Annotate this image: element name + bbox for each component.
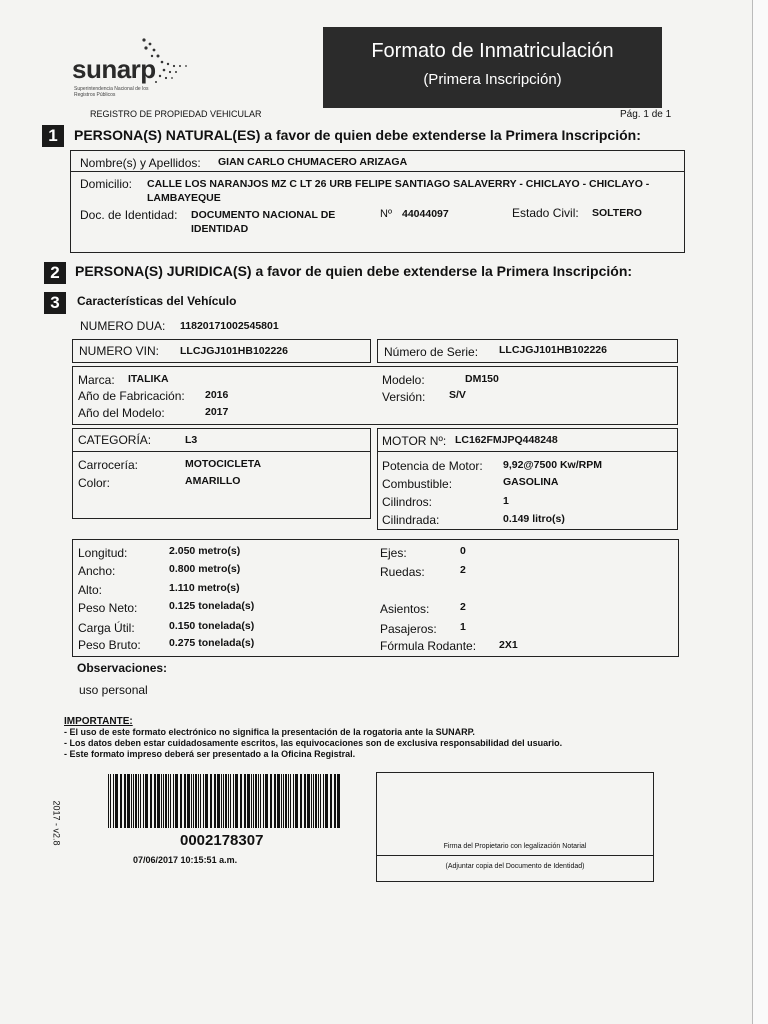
- civil-status-label: Estado Civil:: [512, 206, 579, 220]
- passengers-label: Pasajeros:: [380, 622, 437, 636]
- barcode-bar: [283, 774, 284, 828]
- body-type-label: Carrocería:: [78, 458, 139, 472]
- barcode-bar: [270, 774, 272, 828]
- barcode-bar: [255, 774, 257, 828]
- barcode-bar: [108, 774, 109, 828]
- section-3-number: 3: [44, 292, 66, 314]
- barcode-bar: [143, 774, 144, 828]
- barcode-bar: [225, 774, 227, 828]
- displacement-value: 0.149 litro(s): [503, 513, 565, 525]
- civil-status-value: SOLTERO: [592, 207, 642, 219]
- title-banner: [323, 27, 662, 108]
- barcode-bar: [161, 774, 162, 828]
- barcode-bar: [184, 774, 186, 828]
- barcode-bar: [170, 774, 171, 828]
- barcode-bar: [124, 774, 126, 828]
- axles-value: 0: [460, 545, 466, 557]
- barcode-bar: [253, 774, 254, 828]
- category-value: L3: [185, 434, 198, 446]
- barcode-bar: [120, 774, 122, 828]
- document-subtitle: (Primera Inscripción): [423, 71, 562, 88]
- observations-label: Observaciones:: [77, 661, 168, 675]
- id-number-label: Nº: [380, 208, 392, 220]
- height-value: 1.110 metro(s): [169, 582, 240, 594]
- barcode-bar: [295, 774, 298, 828]
- vin-value: LLCJGJ101HB102226: [180, 345, 288, 357]
- barcode-bar: [127, 774, 130, 828]
- serial-label: Número de Serie:: [384, 345, 479, 359]
- barcode-bar: [244, 774, 246, 828]
- barcode-bar: [217, 774, 220, 828]
- barcode-bar: [274, 774, 276, 828]
- brand-model-box: [72, 366, 678, 425]
- vin-box: [72, 339, 371, 363]
- barcode-bar: [304, 774, 306, 828]
- barcode-bar: [265, 774, 268, 828]
- barcode-bar: [307, 774, 310, 828]
- model-value: DM150: [465, 373, 499, 385]
- seats-value: 2: [460, 601, 466, 613]
- important-notice: [64, 716, 562, 760]
- barcode-bar: [165, 774, 167, 828]
- serial-box: [377, 339, 678, 363]
- fuel-value: GASOLINA: [503, 476, 559, 488]
- barcode-bar: [173, 774, 174, 828]
- barcode-bar: [221, 774, 222, 828]
- important-line-1: - El uso de este formato electrónico no significa la presentación de la rogatoria ante la SUNARP.: [64, 727, 475, 737]
- barcode-bar: [138, 774, 139, 828]
- barcode-bar: [133, 774, 134, 828]
- engine-power-value: 9,92@7500 Kw/RPM: [503, 459, 602, 471]
- barcode-bar: [240, 774, 242, 828]
- barcode-number: 0002178307: [180, 832, 264, 849]
- net-weight-label: Peso Neto:: [78, 601, 138, 615]
- barcode-bar: [318, 774, 319, 828]
- payload-label: Carga Útil:: [78, 621, 135, 635]
- fuel-label: Combustible:: [382, 477, 453, 491]
- motor-label: MOTOR Nº:: [382, 434, 447, 448]
- barcode-bar: [145, 774, 148, 828]
- divider: [73, 451, 370, 452]
- id-doc-value: DOCUMENTO NACIONAL DE IDENTIDAD: [191, 209, 336, 235]
- next-page-edge: [752, 0, 768, 1024]
- signature-divider: [377, 855, 653, 856]
- page-number: Pág. 1 de 1: [620, 109, 672, 120]
- address-value: CALLE LOS NARANJOS MZ C LT 26 URB FELIPE SANTIAGO SALAVERRY - CHICLAYO - CHICLAYO - LAMBAYEQUE: [147, 178, 650, 204]
- barcode-bar: [205, 774, 208, 828]
- section-3-title: Características del Vehículo: [77, 294, 237, 308]
- address-label: Domicilio:: [80, 177, 133, 191]
- category-label: CATEGORÍA:: [78, 433, 152, 447]
- barcode-bar: [210, 774, 212, 828]
- form-version: 2017 - v2.8: [51, 800, 62, 846]
- barcode-bar: [198, 774, 199, 828]
- engine-power-label: Potencia de Motor:: [382, 459, 483, 473]
- payload-value: 0.150 tonelada(s): [169, 620, 255, 632]
- barcode-bar: [235, 774, 238, 828]
- barcode-bar: [311, 774, 312, 828]
- divider: [378, 451, 677, 452]
- barcode-bar: [300, 774, 302, 828]
- barcode-bar: [334, 774, 336, 828]
- body-type-value: MOTOCICLETA: [185, 458, 262, 470]
- barcode-bar: [193, 774, 194, 828]
- barcode-bar: [154, 774, 156, 828]
- barcode-bar: [228, 774, 229, 828]
- barcode-bar: [290, 774, 291, 828]
- barcode-bar: [315, 774, 317, 828]
- color-label: Color:: [78, 476, 111, 490]
- gross-weight-label: Peso Bruto:: [78, 638, 141, 652]
- section-2-title: PERSONA(S) JURIDICA(S) a favor de quien debe extenderse la Primera Inscripción:: [75, 263, 633, 279]
- seats-label: Asientos:: [380, 602, 430, 616]
- net-weight-value: 0.125 tonelada(s): [169, 600, 255, 612]
- wheel-formula-value: 2X1: [499, 639, 518, 651]
- barcode-bar: [191, 774, 192, 828]
- barcode-bar: [140, 774, 141, 828]
- important-title: IMPORTANTE:: [64, 716, 133, 727]
- barcode-bar: [175, 774, 178, 828]
- version-value: S/V: [449, 389, 466, 401]
- barcode: [108, 774, 342, 828]
- barcode-bar: [247, 774, 250, 828]
- name-value: GIAN CARLO CHUMACERO ARIZAGA: [218, 156, 408, 168]
- cylinders-value: 1: [503, 495, 509, 507]
- barcode-bar: [263, 774, 264, 828]
- signature-box: [376, 772, 654, 882]
- barcode-bar: [113, 774, 114, 828]
- color-value: AMARILLO: [185, 475, 241, 487]
- barcode-bar: [115, 774, 118, 828]
- barcode-bar: [150, 774, 152, 828]
- important-line-3: - Este formato impreso deberá ser presentado a la Oficina Registral.: [64, 749, 356, 759]
- width-label: Ancho:: [78, 564, 116, 578]
- barcode-bar: [288, 774, 289, 828]
- barcode-bar: [337, 774, 340, 828]
- vin-label: NUMERO VIN:: [79, 344, 160, 358]
- barcode-bar: [251, 774, 252, 828]
- id-number-value: 44044097: [402, 208, 449, 220]
- displacement-label: Cilindrada:: [382, 513, 440, 527]
- barcode-bar: [131, 774, 132, 828]
- dua-label: NUMERO DUA:: [80, 319, 166, 333]
- important-line-2: - Los datos deben estar cuidadosamente escritos, las equivocaciones son de exclusiva responsabilidad del usuario.: [64, 738, 563, 748]
- natural-person-box: [70, 150, 685, 253]
- barcode-bar: [258, 774, 259, 828]
- cylinders-label: Cilindros:: [382, 495, 433, 509]
- width-value: 0.800 metro(s): [169, 563, 241, 575]
- brand-label: Marca:: [78, 373, 115, 387]
- barcode-bar: [313, 774, 314, 828]
- barcode-bar: [230, 774, 231, 828]
- length-value: 2.050 metro(s): [169, 545, 241, 557]
- model-year-label: Año del Modelo:: [78, 406, 165, 420]
- barcode-bar: [323, 774, 324, 828]
- motor-value: LC162FMJPQ448248: [455, 434, 558, 446]
- logo-subtitle: Superintendencia Nacional de los Registros Públicos: [74, 86, 149, 98]
- observations-value: uso personal: [79, 683, 148, 697]
- model-year-value: 2017: [205, 406, 229, 418]
- version-label: Versión:: [382, 390, 426, 404]
- wheels-value: 2: [460, 564, 466, 576]
- barcode-bar: [214, 774, 216, 828]
- print-datetime: 07/06/2017 10:15:51 a.m.: [133, 855, 238, 865]
- serial-value: LLCJGJ101HB102226: [499, 344, 607, 356]
- barcode-bar: [233, 774, 234, 828]
- height-label: Alto:: [78, 583, 103, 597]
- length-label: Longitud:: [78, 546, 128, 560]
- signature-label: Firma del Propietario con legalización Notarial: [443, 843, 587, 850]
- barcode-bar: [330, 774, 332, 828]
- barcode-bar: [285, 774, 287, 828]
- barcode-bar: [281, 774, 282, 828]
- section-1-title: PERSONA(S) NATURAL(ES) a favor de quien debe extenderse la Primera Inscripción:: [74, 127, 641, 143]
- logo-text: sunarp: [72, 54, 156, 84]
- barcode-bar: [187, 774, 190, 828]
- registry-label: REGISTRO DE PROPIEDAD VEHICULAR: [90, 109, 262, 119]
- dimensions-box: [72, 539, 679, 657]
- motor-box: [377, 428, 678, 530]
- wheels-label: Ruedas:: [380, 565, 425, 579]
- barcode-bar: [195, 774, 197, 828]
- barcode-bar: [180, 774, 182, 828]
- fabrication-year-label: Año de Fabricación:: [78, 389, 185, 403]
- signature-note: (Adjuntar copia del Documento de Identidad): [445, 863, 585, 870]
- barcode-bar: [293, 774, 294, 828]
- barcode-bar: [260, 774, 261, 828]
- dua-value: 11820171002545801: [180, 320, 279, 332]
- barcode-bar: [223, 774, 224, 828]
- document-title: Formato de Inmatriculación: [371, 40, 614, 62]
- axles-label: Ejes:: [380, 546, 407, 560]
- model-label: Modelo:: [382, 373, 425, 387]
- barcode-bar: [135, 774, 137, 828]
- barcode-bar: [203, 774, 204, 828]
- section-2-number: 2: [44, 262, 66, 284]
- barcode-bar: [277, 774, 280, 828]
- brand-value: ITALIKA: [128, 373, 169, 385]
- section-1-number: 1: [42, 125, 64, 147]
- category-box: [72, 428, 371, 519]
- barcode-bar: [157, 774, 160, 828]
- barcode-bar: [325, 774, 328, 828]
- barcode-bar: [163, 774, 164, 828]
- barcode-bar: [320, 774, 321, 828]
- name-label: Nombre(s) y Apellidos:: [80, 156, 201, 170]
- passengers-value: 1: [460, 621, 466, 633]
- gross-weight-value: 0.275 tonelada(s): [169, 637, 255, 649]
- sunarp-logo: [72, 36, 212, 106]
- barcode-bar: [168, 774, 169, 828]
- wheel-formula-label: Fórmula Rodante:: [380, 639, 477, 653]
- id-doc-label: Doc. de Identidad:: [80, 208, 178, 222]
- fabrication-year-value: 2016: [205, 389, 229, 401]
- barcode-bar: [110, 774, 111, 828]
- divider: [71, 171, 684, 172]
- barcode-bar: [200, 774, 201, 828]
